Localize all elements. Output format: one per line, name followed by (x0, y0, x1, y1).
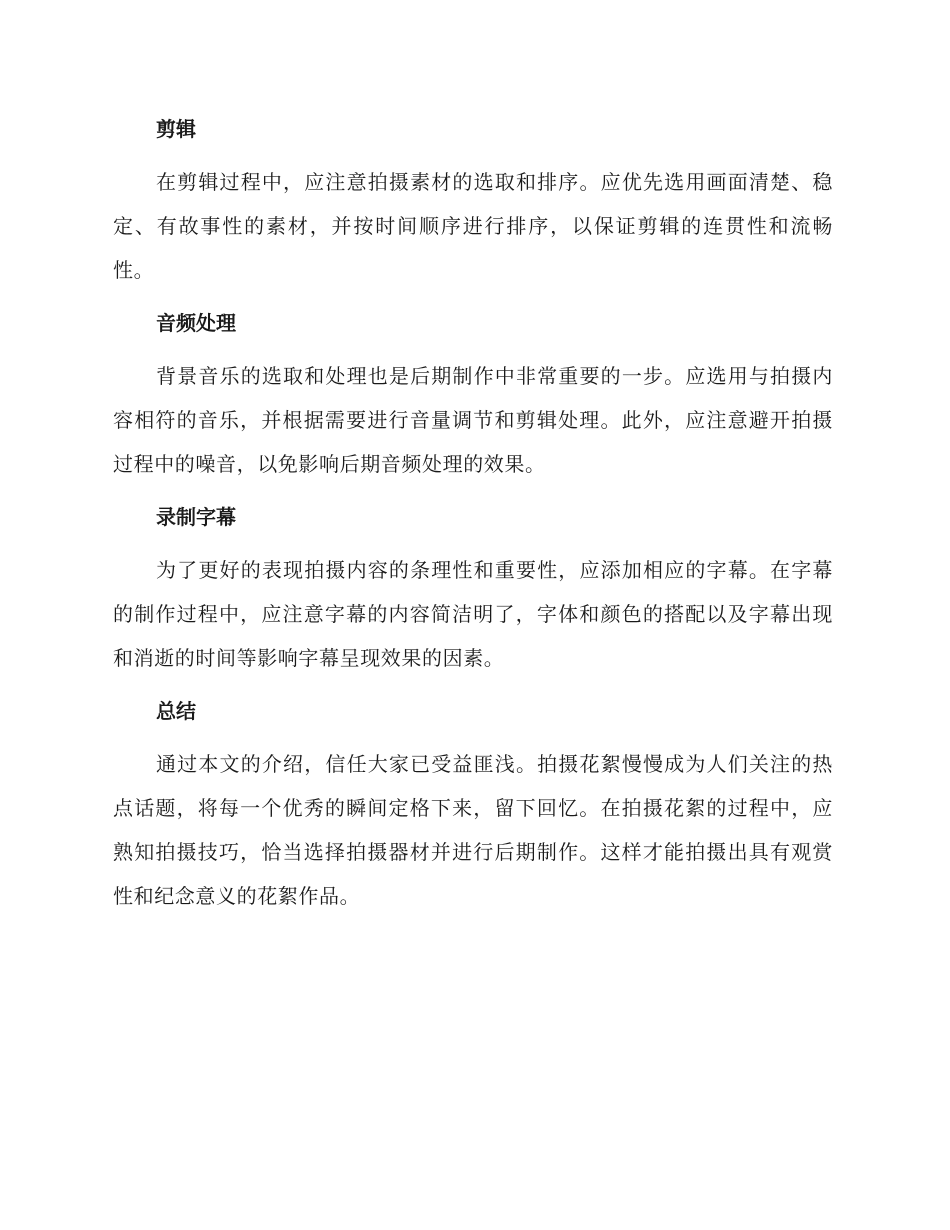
section-heading-editing: 剪辑 (156, 117, 196, 141)
section-body-subtitles: 为了更好的表现拍摄内容的条理性和重要性，应添加相应的字幕。在字幕的制作过程中，应注意字幕的内容简洁明了，字体和颜色的搭配以及字幕出现和消逝的时间等影响字幕呈现效果的因素。 (113, 558, 833, 670)
section-heading-summary: 总结 (156, 699, 196, 723)
section-heading-audio: 音频处理 (156, 311, 236, 335)
document-page (113, 112, 833, 918)
section-body-editing: 在剪辑过程中，应注意拍摄素材的选取和排序。应优先选用画面清楚、稳定、有故事性的素材，并按时间顺序进行排序，以保证剪辑的连贯性和流畅性。 (113, 170, 833, 282)
section-heading-subtitles: 录制字幕 (156, 505, 236, 529)
section-body-audio: 背景音乐的选取和处理也是后期制作中非常重要的一步。应选用与拍摄内容相符的音乐，并根据需要进行音量调节和剪辑处理。此外，应注意避开拍摄过程中的噪音，以免影响后期音频处理的效果。 (113, 364, 833, 476)
section-body-summary: 通过本文的介绍，信任大家已受益匪浅。拍摄花絮慢慢成为人们关注的热点话题，将每一个优秀的瞬间定格下来，留下回忆。在拍摄花絮的过程中，应熟知拍摄技巧，恰当选择拍摄器材并进行后期制作。这样才能拍摄出具有观赏性和纪念意义的花絮作品。 (113, 752, 833, 908)
